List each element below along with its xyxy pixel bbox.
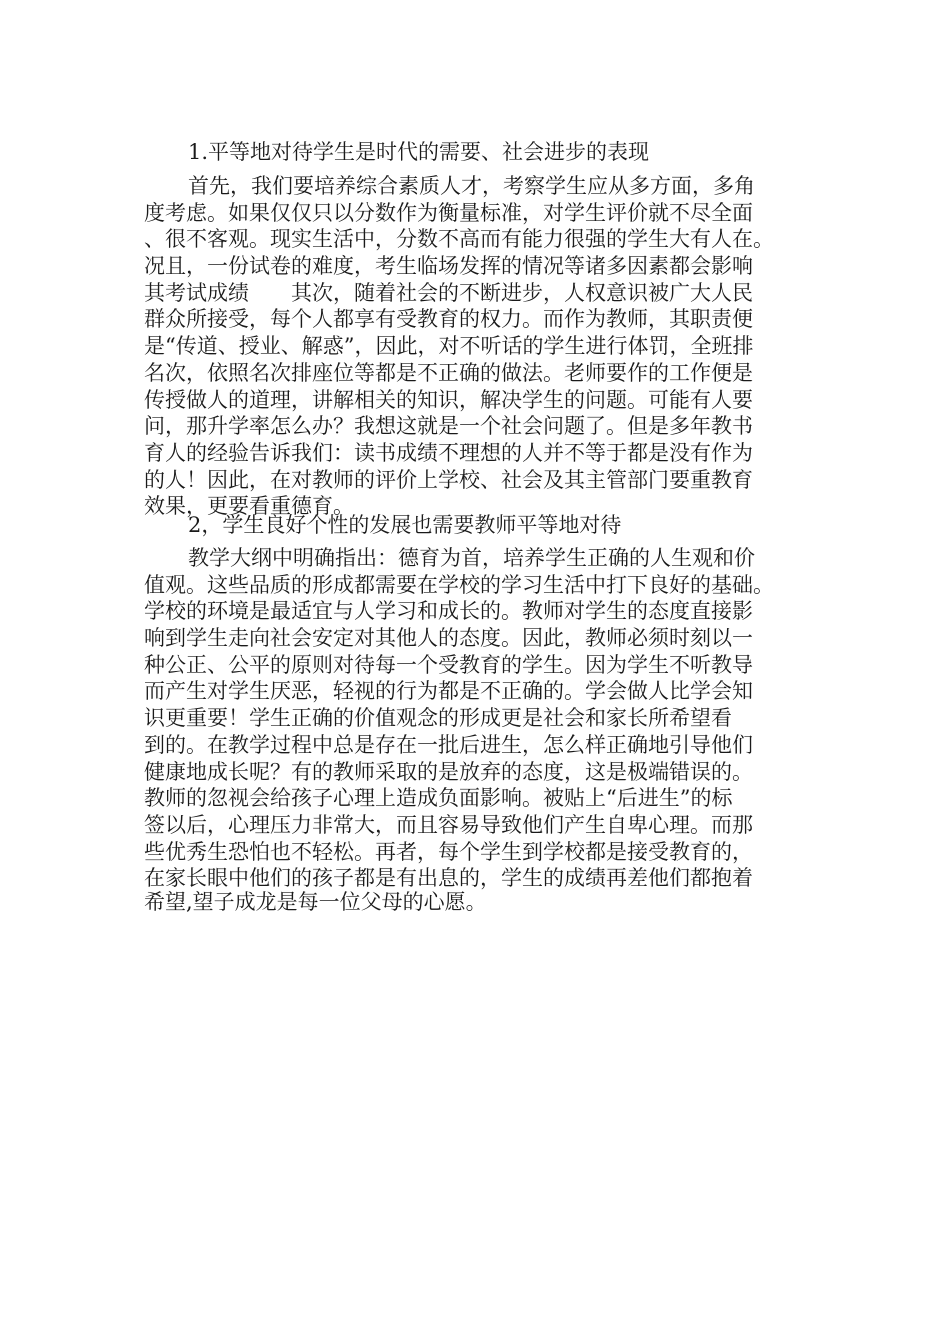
paragraph-1-line: 首先，我们要培养综合素质人才，考察学生应从多方面，多角 [188, 174, 755, 198]
paragraph-1-line: 育人的经验告诉我们：读书成绩不理想的人并不等于都是没有作为 [144, 440, 753, 465]
paragraph-2-line: 在家长眼中他们的孩子都是有出息的，学生的成绩再差他们都抱着 [144, 866, 753, 891]
paragraph-1-line: 其考试成绩 其次，随着社会的不断进步，人权意识被广大人民 [144, 280, 753, 305]
paragraph-2-line: 些优秀生恐怕也不轻松。再者，每个学生到学校都是接受教育的， [144, 839, 753, 864]
paragraph-1-line: 问，那升学率怎么办？我想这就是一个社会问题了。但是多年教书 [144, 414, 753, 439]
paragraph-1-line: 、很不客观。现实生活中，分数不高而有能力很强的学生大有人在。 [144, 227, 774, 252]
section-heading-1: 1.平等地对待学生是时代的需要、社会进步的表现 [188, 140, 650, 164]
paragraph-2-line: 教师的忽视会给孩子心理上造成负面影响。被贴上“后进生”的标 [144, 786, 733, 811]
paragraph-2-line: 教学大纲中明确指出：德育为首，培养学生正确的人生观和价 [188, 546, 755, 570]
paragraph-2-last-line-block [144, 889, 824, 916]
paragraph-1-line: 群众所接受，每个人都享有受教育的权力。而作为教师，其职责便 [144, 307, 753, 332]
section-heading-2: 2，学生良好个性的发展也需要教师平等地对待 [188, 513, 622, 537]
paragraph-1-line: 度考虑。如果仅仅只以分数作为衡量标准，对学生评价就不尽全面 [144, 200, 753, 225]
paragraph-2-line: 识更重要！学生正确的价值观念的形成更是社会和家长所希望看 [144, 706, 732, 731]
paragraph-2-line: 健康地成长呢？有的教师采取的是放弃的态度，这是极端错误的。 [144, 759, 753, 784]
paragraph-1-line: 传授做人的道理，讲解相关的知识，解决学生的问题。可能有人要 [144, 387, 753, 412]
paragraph-2-line: 到的。在教学过程中总是存在一批后进生，怎么样正确地引导他们 [144, 732, 753, 757]
paragraph-1-line: 是“传道、授业、解惑”，因此，对不听话的学生进行体罚，全班排 [144, 334, 754, 359]
paragraph-1-line: 况且，一份试卷的难度，考生临场发挥的情况等诸多因素都会影响 [144, 254, 753, 279]
paragraph-1 [144, 173, 824, 520]
paragraph-2-line: 学校的环境是最适宜与人学习和成长的。教师对学生的态度直接影 [144, 599, 753, 624]
paragraph-2-line: 种公正、公平的原则对待每一个受教育的学生。因为学生不听教导 [144, 652, 753, 677]
paragraph-2-line: 响到学生走向社会安定对其他人的态度。因此，教师必须时刻以一 [144, 626, 753, 651]
paragraph-1-line: 的人！因此，在对教师的评价上学校、社会及其主管部门要重教育 [144, 467, 753, 492]
paragraph-1-line: 效果，更要看重德育。 [144, 494, 354, 519]
paragraph-1-line: 名次，依照名次排座位等都是不正确的做法。老师要作的工作便是 [144, 360, 753, 385]
paragraph-2-line: 希望,望子成龙是每一位父母的心愿。 [144, 890, 487, 914]
paragraph-2-line: 而产生对学生厌恶，轻视的行为都是不正确的。学会做人比学会知 [144, 679, 753, 704]
paragraph-2 [144, 545, 824, 892]
paragraph-2-line: 签以后，心理压力非常大，而且容易导致他们产生自卑心理。而那 [144, 812, 753, 837]
paragraph-2-line: 值观。这些品质的形成都需要在学校的学习生活中打下良好的基础。 [144, 572, 774, 597]
